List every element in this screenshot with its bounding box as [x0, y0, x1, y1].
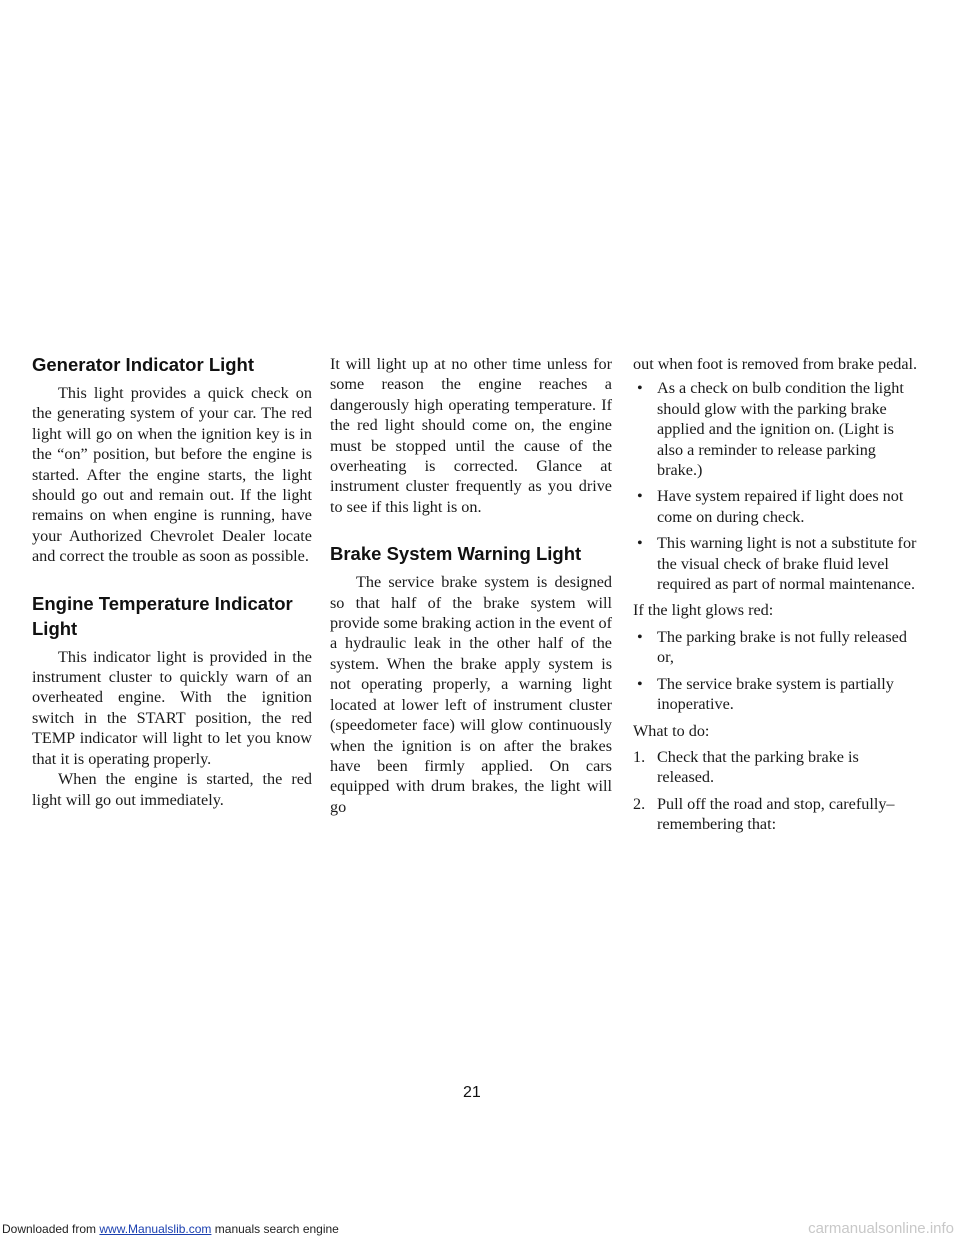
- paragraph-if-light-glows: If the light glows red:: [633, 601, 774, 620]
- bullet-list-checks: [633, 378, 918, 594]
- paragraph-engine-temp-2: When the engine is started, the red light will go out immediately.: [32, 770, 312, 809]
- column-right: [633, 354, 918, 841]
- step-number: 2.: [633, 794, 646, 813]
- heading-engine-temperature-indicator-light: Engine Temperature Indicator Light: [32, 592, 293, 639]
- paragraph-brake-system: The service brake system is designed so that half of the brake system will provide some braking action in the event of a hydraulic leak in the other half of the system. When the brake apply system is not operating properly, a warning light located at lower left of instrument cluster (speedometer face) will glow continuously when the ignition is on after the brakes have been firmly applied. On cars equipped with drum brakes, the light will go: [330, 573, 612, 816]
- step-text: Check that the parking brake is released.: [657, 747, 859, 787]
- manualslib-link[interactable]: www.Manualslib.com: [99, 1222, 212, 1236]
- paragraph-temp-continued: It will light up at no other time unless for some reason the engine reaches a dangerously high operating temperature. If the red light should come on, the engine must be stopped until the cause of the overheating is corrected. Glance at instrument cluster frequently as you drive to see if this light is on.: [330, 355, 612, 516]
- list-item: • The service brake system is partially inoperative.: [633, 674, 918, 715]
- watermark: carmanualsonline.info: [808, 1220, 954, 1237]
- heading-generator-indicator-light: Generator Indicator Light: [32, 354, 255, 375]
- bullet-list-causes: [633, 627, 918, 715]
- list-item: • Have system repaired if light does not come on during check.: [633, 486, 918, 527]
- step-text: Pull off the road and stop, carefully–remembering that:: [657, 794, 895, 834]
- paragraph-generator: This light provides a quick check on the generating system of your car. The red light will go on when the ignition key is in the “on” position, but before the engine is started. After the engine starts, the light should go out and remain out. If the light remains on when engine is running, have your Authorized Chevrolet Dealer locate and correct the trouble as soon as possible.: [32, 384, 312, 566]
- list-item: • This warning light is not a substitute for the visual check of brake fluid level required as part of normal maintenance.: [633, 533, 918, 594]
- list-item: [633, 794, 918, 835]
- footer-prefix: Downloaded from: [2, 1222, 100, 1236]
- paragraph-brake-continued: out when foot is removed from brake pedal.: [633, 355, 918, 373]
- download-footer: [0, 1216, 960, 1242]
- list-item: • As a check on bulb condition the light should glow with the parking brake applied and the ignition on. (Light is also a reminder to release parking brake.): [633, 378, 918, 480]
- list-item: [633, 747, 918, 788]
- paragraph-what-to-do: What to do:: [633, 721, 710, 740]
- column-left: [32, 352, 312, 810]
- column-middle: [330, 354, 612, 817]
- footer-suffix: manuals search engine: [211, 1222, 339, 1236]
- heading-brake-system-warning-light: Brake System Warning Light: [330, 543, 582, 565]
- step-number: 1.: [633, 747, 646, 766]
- paragraph-engine-temp-1: This indicator light is provided in the instrument cluster to quickly warn of an overheated engine. With the ignition switch in the START position, the red TEMP indicator will light to let you know that it is operating properly.: [32, 647, 312, 768]
- page-number: 21: [463, 1084, 481, 1101]
- list-item: • The parking brake is not fully released or,: [633, 627, 918, 668]
- footer-source-text: [2, 1222, 339, 1236]
- numbered-list-steps: [633, 747, 918, 835]
